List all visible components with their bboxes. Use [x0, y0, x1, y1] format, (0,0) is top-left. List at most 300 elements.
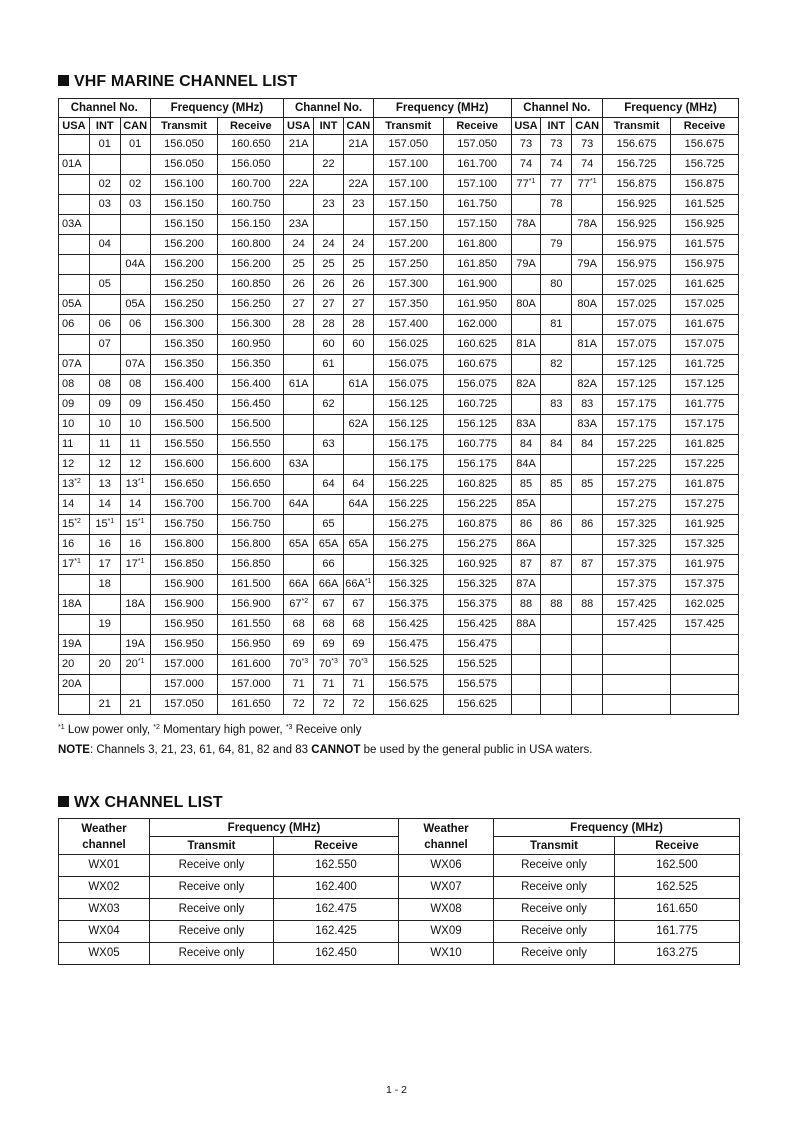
receive-cell: 156.225 [443, 495, 511, 515]
receive-cell: 157.425 [671, 615, 739, 635]
usa-cell: 14 [59, 495, 90, 515]
receive-cell: 156.350 [218, 355, 284, 375]
transmit-cell: 156.900 [150, 575, 218, 595]
receive-cell: 160.675 [443, 355, 511, 375]
transmit-cell: 156.325 [373, 555, 443, 575]
can-cell [572, 695, 603, 715]
weather-channel-header-line1: Weather [81, 822, 127, 835]
int-cell [314, 135, 344, 155]
can-cell [572, 615, 603, 635]
int-cell: 72 [314, 695, 344, 715]
vhf-group-header-row [59, 99, 739, 118]
receive-cell: 156.175 [443, 455, 511, 475]
can-cell: 20$^{*1}$ [120, 655, 150, 675]
table-row [59, 675, 739, 695]
transmit-cell: 157.050 [150, 695, 218, 715]
channel-no-header: Channel No. [511, 99, 603, 118]
receive-cell: 156.675 [671, 135, 739, 155]
receive-cell: 160.625 [443, 335, 511, 355]
receive-cell: 161.850 [443, 255, 511, 275]
usa-cell: 21A [284, 135, 314, 155]
transmit-cell: 157.075 [603, 335, 671, 355]
transmit-cell: 157.275 [603, 475, 671, 495]
table-row [59, 175, 739, 195]
int-cell: 78 [541, 195, 572, 215]
transmit-cell: 157.100 [373, 155, 443, 175]
transmit-cell: 157.300 [373, 275, 443, 295]
usa-cell [59, 235, 90, 255]
receive-cell: 161.675 [671, 315, 739, 335]
int-cell: 77 [541, 175, 572, 195]
table-row [59, 655, 739, 675]
int-cell [541, 295, 572, 315]
usa-cell: 25 [284, 255, 314, 275]
wx-weather-channel-cell: WX06 [399, 855, 494, 877]
usa-cell: 18A [59, 595, 90, 615]
wx-receive-cell: 162.425 [274, 921, 399, 943]
int-cell: 65A [314, 535, 344, 555]
can-cell: 21A [343, 135, 373, 155]
int-cell: 15$^{*1}$ [89, 515, 120, 535]
int-cell: 79 [541, 235, 572, 255]
usa-cell: 86A [511, 535, 541, 555]
usa-cell [59, 135, 90, 155]
int-cell: 63 [314, 435, 344, 455]
bullet-square-icon [58, 796, 69, 807]
wx-weather-channel-cell: WX10 [399, 943, 494, 965]
usa-cell: 07A [59, 355, 90, 375]
can-cell: 85 [572, 475, 603, 495]
transmit-cell: 156.875 [603, 175, 671, 195]
table-row [59, 395, 739, 415]
wx-receive-cell: 162.400 [274, 877, 399, 899]
int-cell: 20 [89, 655, 120, 675]
vhf-section-title [58, 73, 297, 91]
usa-cell: 88A [511, 615, 541, 635]
usa-cell: 16 [59, 535, 90, 555]
note-emphasis: CANNOT [311, 744, 361, 756]
can-cell: 19A [120, 635, 150, 655]
can-cell: 77$^{*1}$ [572, 175, 603, 195]
table-row [59, 635, 739, 655]
int-cell: 14 [89, 495, 120, 515]
can-cell: 71 [343, 675, 373, 695]
receive-cell: 162.000 [443, 315, 511, 335]
can-cell: 04A [120, 255, 150, 275]
transmit-cell: 156.400 [150, 375, 218, 395]
int-cell: 03 [89, 195, 120, 215]
can-cell: 73 [572, 135, 603, 155]
can-cell: 87 [572, 555, 603, 575]
can-cell: 26 [343, 275, 373, 295]
can-cell: 82A [572, 375, 603, 395]
usa-cell: 69 [284, 635, 314, 655]
int-cell: 60 [314, 335, 344, 355]
wx-channel-table [58, 818, 740, 965]
table-row [59, 335, 739, 355]
int-cell: 21 [89, 695, 120, 715]
can-cell: 22A [343, 175, 373, 195]
can-cell [572, 455, 603, 475]
transmit-cell: 156.425 [373, 615, 443, 635]
usa-cell: 86 [511, 515, 541, 535]
can-cell: 09 [120, 395, 150, 415]
int-header: INT [89, 118, 120, 135]
can-cell [572, 355, 603, 375]
receive-cell: 156.375 [443, 595, 511, 615]
wx-weather-channel-cell: WX01 [59, 855, 150, 877]
receive-cell: 161.575 [671, 235, 739, 255]
wx-receive-header: Receive [615, 837, 740, 855]
receive-cell: 156.250 [218, 295, 284, 315]
receive-cell: 157.275 [671, 495, 739, 515]
int-cell [541, 695, 572, 715]
table-row [59, 435, 739, 455]
receive-cell: 157.225 [671, 455, 739, 475]
int-cell: 16 [89, 535, 120, 555]
int-cell [314, 455, 344, 475]
wx-receive-cell: 161.650 [615, 899, 740, 921]
transmit-cell: 157.000 [150, 655, 218, 675]
receive-cell [671, 655, 739, 675]
int-cell: 66A [314, 575, 344, 595]
int-cell [89, 215, 120, 235]
can-cell [572, 655, 603, 675]
usa-cell [59, 335, 90, 355]
usa-cell [511, 235, 541, 255]
transmit-cell: 156.275 [373, 515, 443, 535]
can-cell [343, 155, 373, 175]
int-cell: 08 [89, 375, 120, 395]
usa-cell [511, 395, 541, 415]
can-cell [343, 435, 373, 455]
receive-cell: 156.725 [671, 155, 739, 175]
usa-cell [511, 195, 541, 215]
int-cell [89, 355, 120, 375]
int-cell: 86 [541, 515, 572, 535]
int-cell: 02 [89, 175, 120, 195]
usa-cell: 80A [511, 295, 541, 315]
wx-receive-cell: 162.500 [615, 855, 740, 877]
wx-transmit-header: Transmit [494, 837, 615, 855]
int-cell: 18 [89, 575, 120, 595]
int-header: INT [314, 118, 344, 135]
can-cell [343, 355, 373, 375]
usa-cell: 03A [59, 215, 90, 235]
usa-cell: 09 [59, 395, 90, 415]
transmit-cell: 156.900 [150, 595, 218, 615]
usa-cell: 88 [511, 595, 541, 615]
note-text-b: be used by the general public in USA waters. [360, 744, 593, 756]
wx-transmit-header: Transmit [150, 837, 274, 855]
receive-cell: 156.525 [443, 655, 511, 675]
receive-cell: 157.050 [443, 135, 511, 155]
receive-cell: 161.750 [443, 195, 511, 215]
can-cell: 83A [572, 415, 603, 435]
can-cell: 69 [343, 635, 373, 655]
table-row [59, 615, 739, 635]
transmit-cell: 157.425 [603, 595, 671, 615]
int-cell [541, 655, 572, 675]
can-cell: 78A [572, 215, 603, 235]
receive-cell: 156.550 [218, 435, 284, 455]
transmit-cell: 156.025 [373, 335, 443, 355]
note-text-a: : Channels 3, 21, 23, 61, 64, 81, 82 and 83 [89, 744, 312, 756]
transmit-cell: 156.150 [150, 195, 218, 215]
can-cell [120, 155, 150, 175]
int-cell: 01 [89, 135, 120, 155]
wx-transmit-cell: Receive only [150, 921, 274, 943]
channel-no-header: Channel No. [59, 99, 151, 118]
usa-cell [284, 435, 314, 455]
table-row [59, 375, 739, 395]
usa-note [58, 744, 592, 756]
int-cell [541, 495, 572, 515]
usa-cell: 83A [511, 415, 541, 435]
note-label: NOTE [58, 744, 90, 756]
transmit-cell: 156.250 [150, 275, 218, 295]
can-header: CAN [343, 118, 373, 135]
can-cell: 86 [572, 515, 603, 535]
int-cell: 25 [314, 255, 344, 275]
receive-header: Receive [218, 118, 284, 135]
receive-cell: 160.775 [443, 435, 511, 455]
transmit-cell: 156.050 [150, 155, 218, 175]
transmit-cell: 156.375 [373, 595, 443, 615]
usa-cell [284, 555, 314, 575]
usa-cell: 68 [284, 615, 314, 635]
table-row [59, 255, 739, 275]
receive-cell: 156.900 [218, 595, 284, 615]
receive-cell: 162.025 [671, 595, 739, 615]
can-cell: 67 [343, 595, 373, 615]
transmit-cell: 156.125 [373, 415, 443, 435]
can-cell [120, 575, 150, 595]
receive-cell: 161.900 [443, 275, 511, 295]
int-cell: 17 [89, 555, 120, 575]
int-header: INT [541, 118, 572, 135]
transmit-cell: 156.975 [603, 255, 671, 275]
receive-cell: 161.925 [671, 515, 739, 535]
receive-cell: 157.125 [671, 375, 739, 395]
usa-cell [511, 655, 541, 675]
usa-cell [59, 615, 90, 635]
usa-cell: 28 [284, 315, 314, 335]
int-cell [89, 595, 120, 615]
wx-title-text: WX CHANNEL LIST [74, 794, 223, 811]
can-cell: 02 [120, 175, 150, 195]
transmit-cell: 156.625 [373, 695, 443, 715]
receive-cell: 160.725 [443, 395, 511, 415]
receive-cell: 157.000 [218, 675, 284, 695]
usa-cell: 87A [511, 575, 541, 595]
int-cell [541, 415, 572, 435]
receive-cell: 161.825 [671, 435, 739, 455]
can-cell [120, 615, 150, 635]
usa-cell: 84A [511, 455, 541, 475]
usa-cell: 20A [59, 675, 90, 695]
receive-cell: 160.950 [218, 335, 284, 355]
transmit-cell: 156.450 [150, 395, 218, 415]
receive-cell: 160.850 [218, 275, 284, 295]
usa-cell: 71 [284, 675, 314, 695]
wx-transmit-cell: Receive only [150, 877, 274, 899]
transmit-cell: 156.650 [150, 475, 218, 495]
transmit-cell: 156.800 [150, 535, 218, 555]
usa-cell: 81A [511, 335, 541, 355]
receive-cell: 161.950 [443, 295, 511, 315]
int-cell: 82 [541, 355, 572, 375]
can-cell: 24 [343, 235, 373, 255]
usa-cell: 23A [284, 215, 314, 235]
table-row [59, 921, 740, 943]
usa-cell: 77$^{*1}$ [511, 175, 541, 195]
int-cell [541, 255, 572, 275]
can-cell: 13$^{*1}$ [120, 475, 150, 495]
table-row [59, 595, 739, 615]
transmit-header: Transmit [150, 118, 218, 135]
receive-cell: 156.850 [218, 555, 284, 575]
wx-weather-channel-cell: WX09 [399, 921, 494, 943]
usa-cell [59, 695, 90, 715]
int-cell [314, 215, 344, 235]
channel-no-header: Channel No. [284, 99, 374, 118]
int-cell: 85 [541, 475, 572, 495]
receive-cell: 156.050 [218, 155, 284, 175]
usa-cell [59, 175, 90, 195]
receive-cell: 161.650 [218, 695, 284, 715]
int-cell: 23 [314, 195, 344, 215]
int-cell: 26 [314, 275, 344, 295]
can-cell [343, 455, 373, 475]
usa-cell [284, 415, 314, 435]
transmit-cell [603, 635, 671, 655]
usa-cell [284, 355, 314, 375]
receive-cell: 160.875 [443, 515, 511, 535]
receive-cell: 161.550 [218, 615, 284, 635]
transmit-cell: 156.200 [150, 255, 218, 275]
transmit-cell: 157.075 [603, 315, 671, 335]
int-cell: 84 [541, 435, 572, 455]
receive-cell: 156.075 [443, 375, 511, 395]
transmit-cell: 156.950 [150, 635, 218, 655]
wx-frequency-header: Frequency (MHz) [494, 819, 740, 837]
table-row [59, 555, 739, 575]
receive-cell: 160.800 [218, 235, 284, 255]
int-cell [314, 175, 344, 195]
int-cell [541, 375, 572, 395]
receive-header: Receive [671, 118, 739, 135]
int-cell: 11 [89, 435, 120, 455]
int-cell: 74 [541, 155, 572, 175]
can-header: CAN [572, 118, 603, 135]
wx-receive-header: Receive [274, 837, 399, 855]
int-cell [89, 675, 120, 695]
can-cell: 64 [343, 475, 373, 495]
can-cell: 61A [343, 375, 373, 395]
wx-receive-cell: 163.275 [615, 943, 740, 965]
int-cell: 28 [314, 315, 344, 335]
can-cell: 17$^{*1}$ [120, 555, 150, 575]
receive-cell: 161.500 [218, 575, 284, 595]
table-row [59, 355, 739, 375]
transmit-cell: 156.975 [603, 235, 671, 255]
receive-cell: 157.175 [671, 415, 739, 435]
can-cell [572, 195, 603, 215]
usa-cell: 22A [284, 175, 314, 195]
transmit-cell: 157.325 [603, 535, 671, 555]
int-cell: 87 [541, 555, 572, 575]
receive-cell: 156.425 [443, 615, 511, 635]
usa-cell [284, 475, 314, 495]
table-row [59, 535, 739, 555]
transmit-cell: 156.475 [373, 635, 443, 655]
transmit-cell: 156.725 [603, 155, 671, 175]
receive-cell: 160.750 [218, 195, 284, 215]
receive-cell: 161.775 [671, 395, 739, 415]
int-cell: 71 [314, 675, 344, 695]
int-cell [541, 615, 572, 635]
transmit-cell: 156.850 [150, 555, 218, 575]
usa-cell: 05A [59, 295, 90, 315]
receive-cell: 156.750 [218, 515, 284, 535]
int-cell [314, 375, 344, 395]
int-cell: 62 [314, 395, 344, 415]
transmit-cell: 156.075 [373, 375, 443, 395]
vhf-channel-table [58, 98, 739, 715]
usa-cell: 82A [511, 375, 541, 395]
int-cell [314, 495, 344, 515]
receive-header: Receive [443, 118, 511, 135]
transmit-cell: 157.250 [373, 255, 443, 275]
transmit-cell: 156.300 [150, 315, 218, 335]
can-cell [572, 235, 603, 255]
transmit-cell: 156.550 [150, 435, 218, 455]
table-row [59, 855, 740, 877]
receive-cell [671, 635, 739, 655]
usa-cell: 12 [59, 455, 90, 475]
wx-weather-channel-cell: WX02 [59, 877, 150, 899]
int-cell [541, 535, 572, 555]
receive-cell: 156.575 [443, 675, 511, 695]
receive-cell: 156.600 [218, 455, 284, 475]
can-cell: 25 [343, 255, 373, 275]
can-cell [572, 575, 603, 595]
usa-cell [511, 315, 541, 335]
int-cell: 68 [314, 615, 344, 635]
receive-cell: 156.300 [218, 315, 284, 335]
usa-cell: 85A [511, 495, 541, 515]
transmit-cell: 156.175 [373, 435, 443, 455]
wx-transmit-cell: Receive only [494, 943, 615, 965]
transmit-cell: 157.200 [373, 235, 443, 255]
usa-cell [59, 275, 90, 295]
transmit-cell: 157.175 [603, 395, 671, 415]
transmit-cell: 156.200 [150, 235, 218, 255]
usa-cell: 20 [59, 655, 90, 675]
usa-cell: 24 [284, 235, 314, 255]
int-cell: 70$^{*3}$ [314, 655, 344, 675]
wx-frequency-header: Frequency (MHz) [150, 819, 399, 837]
table-row [59, 135, 739, 155]
table-row [59, 275, 739, 295]
usa-cell: 19A [59, 635, 90, 655]
transmit-cell: 156.600 [150, 455, 218, 475]
receive-cell: 156.800 [218, 535, 284, 555]
wx-transmit-cell: Receive only [494, 921, 615, 943]
receive-cell [671, 695, 739, 715]
receive-cell: 156.650 [218, 475, 284, 495]
